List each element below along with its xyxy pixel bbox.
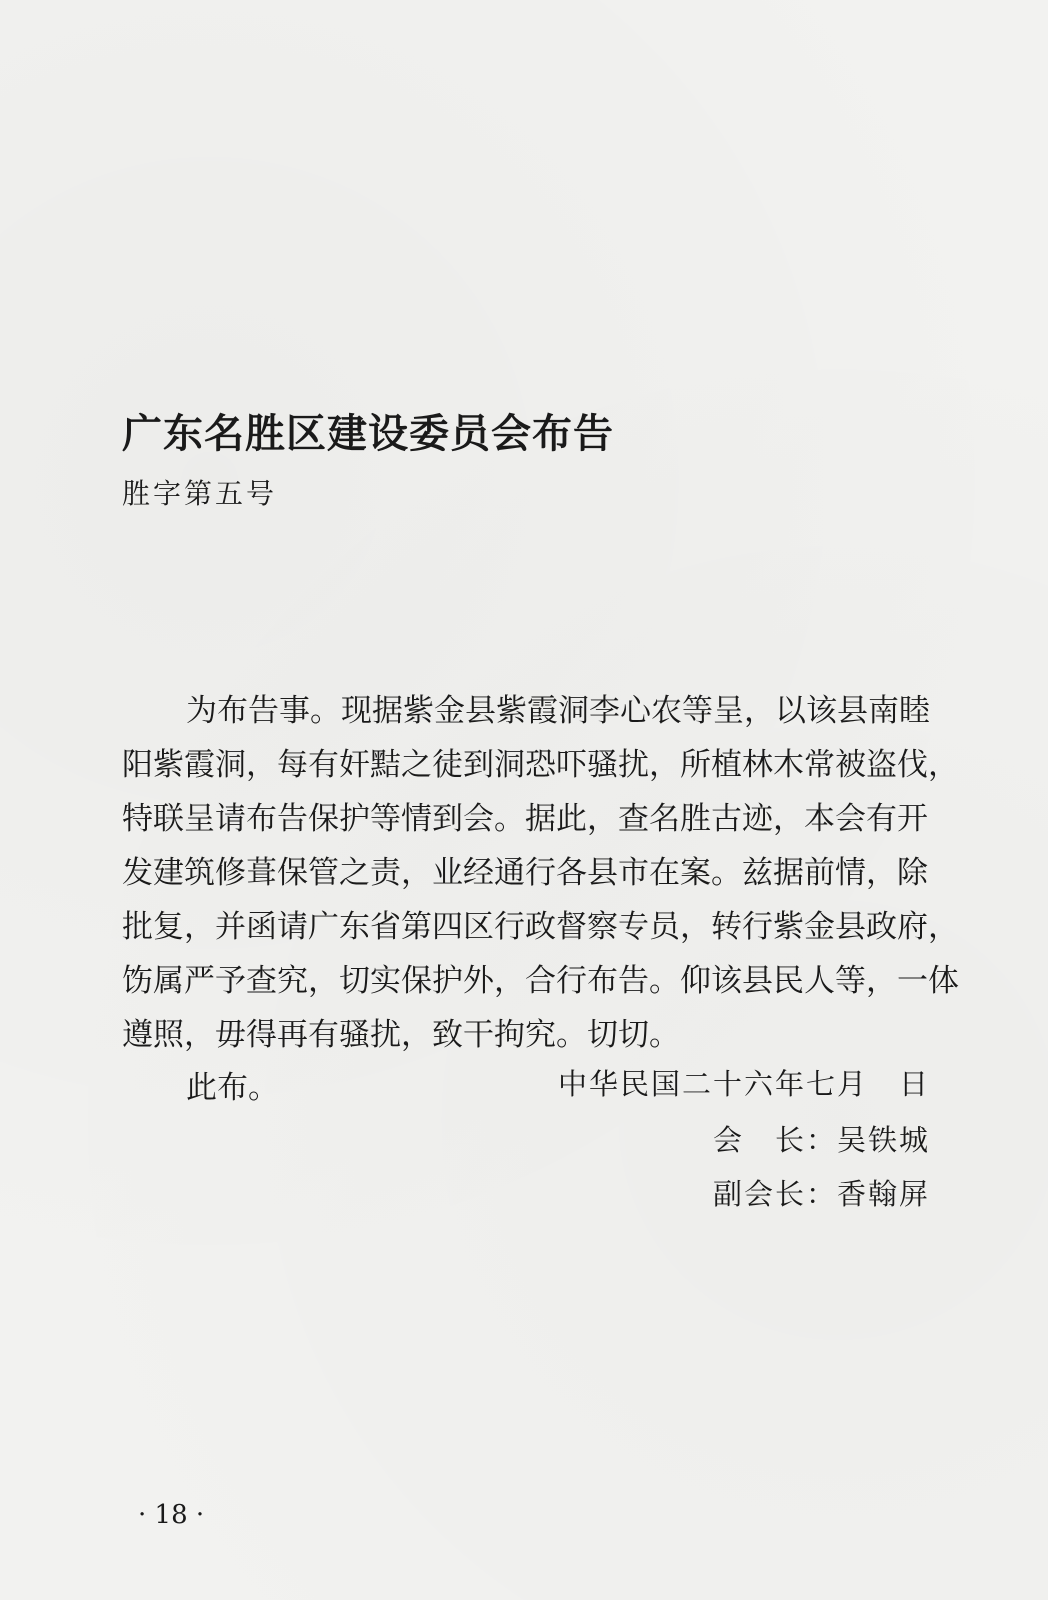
- body-line: 遵照，毋得再有骚扰，致干拘究。切切。: [122, 1017, 680, 1053]
- document-number: 胜字第五号: [122, 477, 278, 510]
- signature-vice-chairman: 副会长：香翰屏: [712, 1177, 930, 1211]
- document-title: 广东名胜区建设委员会布告: [122, 411, 614, 457]
- document-date: 中华民国二十六年七月 日: [557, 1067, 930, 1101]
- closing-text: 此布。: [186, 1070, 279, 1106]
- body-line: 阳紫霞洞，每有奸黠之徒到洞恐吓骚扰，所植林木常被盗伐，: [122, 747, 959, 783]
- body-line: 批复，并函请广东省第四区行政督察专员，转行紫金县政府，: [122, 909, 959, 945]
- body-line: 饬属严予查究，切实保护外，合行布告。仰该县民人等，一体: [122, 963, 959, 999]
- page-number: · 18 ·: [138, 1500, 205, 1530]
- signature-chairman: 会 长：吴铁城: [712, 1123, 930, 1157]
- body-line: 为布告事。现据紫金县紫霞洞李心农等呈，以该县南睦: [186, 693, 930, 729]
- body-line: 特联呈请布告保护等情到会。据此，查名胜古迹，本会有开: [122, 801, 928, 837]
- body-line: 发建筑修葺保管之责，业经通行各县市在案。兹据前情，除: [122, 855, 928, 891]
- document-body: [122, 684, 959, 1062]
